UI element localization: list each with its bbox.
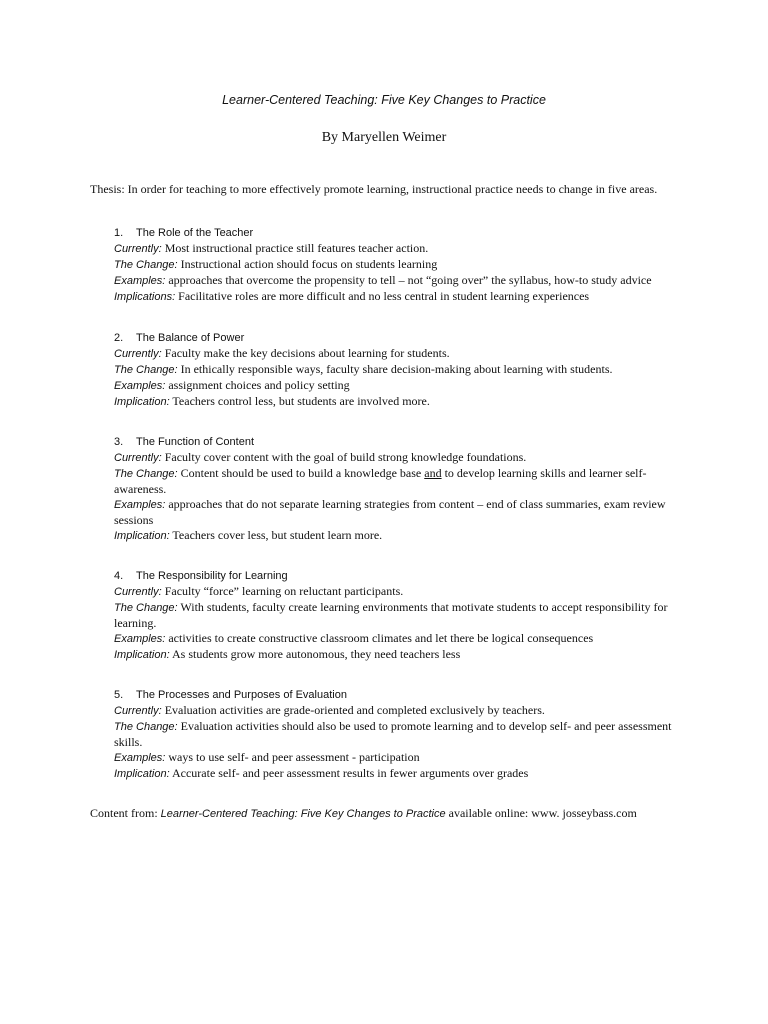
section-role-of-teacher <box>114 226 684 305</box>
document-author: By Maryellen Weimer <box>321 130 447 145</box>
row-examples <box>114 750 684 766</box>
row-label: Examples: <box>114 275 166 287</box>
section-title: The Responsibility for Learning <box>136 570 288 582</box>
row-label: Implication: <box>114 396 170 408</box>
section-number: 3. <box>114 436 124 448</box>
footer-suffix: available online: www. josseybass.com <box>445 806 637 820</box>
row-text: activities to create constructive classroom climates and let there be logical consequences <box>165 631 594 645</box>
row-label: Currently: <box>114 705 162 717</box>
row-text: Faculty make the key decisions about learning for students. <box>161 346 450 360</box>
underlined-word: and <box>424 466 442 480</box>
row-label: Examples: <box>114 380 166 392</box>
row-label: Examples: <box>114 633 166 645</box>
row-the-change <box>114 600 684 631</box>
row-text: approaches that do not separate learning strategies from content – end of class summaries, exam review sessions <box>114 497 666 527</box>
row-label: Implication: <box>114 530 170 542</box>
row-text: Content should be used to build a knowledge base <box>177 466 425 480</box>
row-the-change <box>114 257 684 273</box>
row-label: The Change: <box>114 468 178 480</box>
section-balance-of-power <box>114 331 684 410</box>
section-heading <box>114 688 684 703</box>
thesis-paragraph: Thesis: In order for teaching to more effectively promote learning, instructional practice needs to change in five areas. <box>90 182 658 196</box>
section-title: The Balance of Power <box>136 332 245 344</box>
section-number: 2. <box>114 332 124 344</box>
row-currently <box>114 346 684 362</box>
row-label: Currently: <box>114 348 162 360</box>
section-number: 1. <box>114 227 124 239</box>
row-label: The Change: <box>114 602 178 614</box>
section-heading <box>114 226 684 241</box>
row-currently <box>114 703 684 719</box>
section-processes-of-evaluation <box>114 688 684 782</box>
row-label: Implication: <box>114 649 170 661</box>
row-the-change <box>114 466 684 497</box>
row-label: The Change: <box>114 364 178 376</box>
row-the-change <box>114 719 684 750</box>
row-implication <box>114 394 684 410</box>
row-label: Implications: <box>114 291 176 303</box>
row-label: Currently: <box>114 452 162 464</box>
row-currently <box>114 584 684 600</box>
row-text: Accurate self- and peer assessment results in fewer arguments over grades <box>169 766 529 780</box>
row-label: The Change: <box>114 721 178 733</box>
footer-source-note <box>90 806 710 822</box>
row-label: The Change: <box>114 259 178 271</box>
section-number: 5. <box>114 689 124 701</box>
row-examples <box>114 497 684 528</box>
row-the-change <box>114 362 684 378</box>
footer-source-title: Learner-Centered Teaching: Five Key Changes to Practice <box>160 808 446 820</box>
row-text: Teachers cover less, but student learn more. <box>169 528 383 542</box>
row-currently <box>114 241 684 257</box>
row-text: Faculty cover content with the goal of build strong knowledge foundations. <box>161 450 527 464</box>
row-implication <box>114 766 684 782</box>
row-text: With students, faculty create learning environments that motivate students to accept responsibility for learning. <box>114 600 668 630</box>
section-title: The Role of the Teacher <box>136 227 254 239</box>
row-text: Facilitative roles are more difficult and no less central in student learning experiences <box>175 289 590 303</box>
row-text: Teachers control less, but students are involved more. <box>169 394 430 408</box>
row-implication <box>114 647 684 663</box>
footer-prefix: Content from: <box>90 806 161 820</box>
section-responsibility-for-learning <box>114 569 684 663</box>
row-label: Examples: <box>114 752 166 764</box>
row-text: Faculty “force” learning on reluctant participants. <box>161 584 404 598</box>
row-text: Most instructional practice still features teacher action. <box>161 241 429 255</box>
row-text: ways to use self- and peer assessment - participation <box>165 750 420 764</box>
section-number: 4. <box>114 570 124 582</box>
row-implication <box>114 528 684 544</box>
section-title: The Processes and Purposes of Evaluation <box>136 689 347 701</box>
row-examples <box>114 631 684 647</box>
section-function-of-content <box>114 435 684 544</box>
row-label: Currently: <box>114 586 162 598</box>
row-text: In ethically responsible ways, faculty share decision-making about learning with students. <box>177 362 613 376</box>
document-title: Learner-Centered Teaching: Five Key Changes to Practice <box>222 93 546 107</box>
row-text: Instructional action should focus on students learning <box>177 257 438 271</box>
row-label: Examples: <box>114 499 166 511</box>
row-text-continued: to develop learning skills and learner self-awareness. <box>114 466 647 496</box>
row-text: As students grow more autonomous, they need teachers less <box>169 647 461 661</box>
section-heading <box>114 331 684 346</box>
section-heading <box>114 569 684 584</box>
row-label: Currently: <box>114 243 162 255</box>
row-text: approaches that overcome the propensity to tell – not “going over” the syllabus, how-to study advice <box>165 273 652 287</box>
row-examples <box>114 378 684 394</box>
row-label: Implication: <box>114 768 170 780</box>
row-implications <box>114 289 684 305</box>
row-currently <box>114 450 684 466</box>
section-title: The Function of Content <box>136 436 255 448</box>
row-text: Evaluation activities should also be used to promote learning and to develop self- and peer assessment skills. <box>114 719 672 749</box>
row-text: assignment choices and policy setting <box>165 378 350 392</box>
row-text: Evaluation activities are grade-oriented and completed exclusively by teachers. <box>161 703 545 717</box>
row-examples <box>114 273 684 289</box>
section-heading <box>114 435 684 450</box>
